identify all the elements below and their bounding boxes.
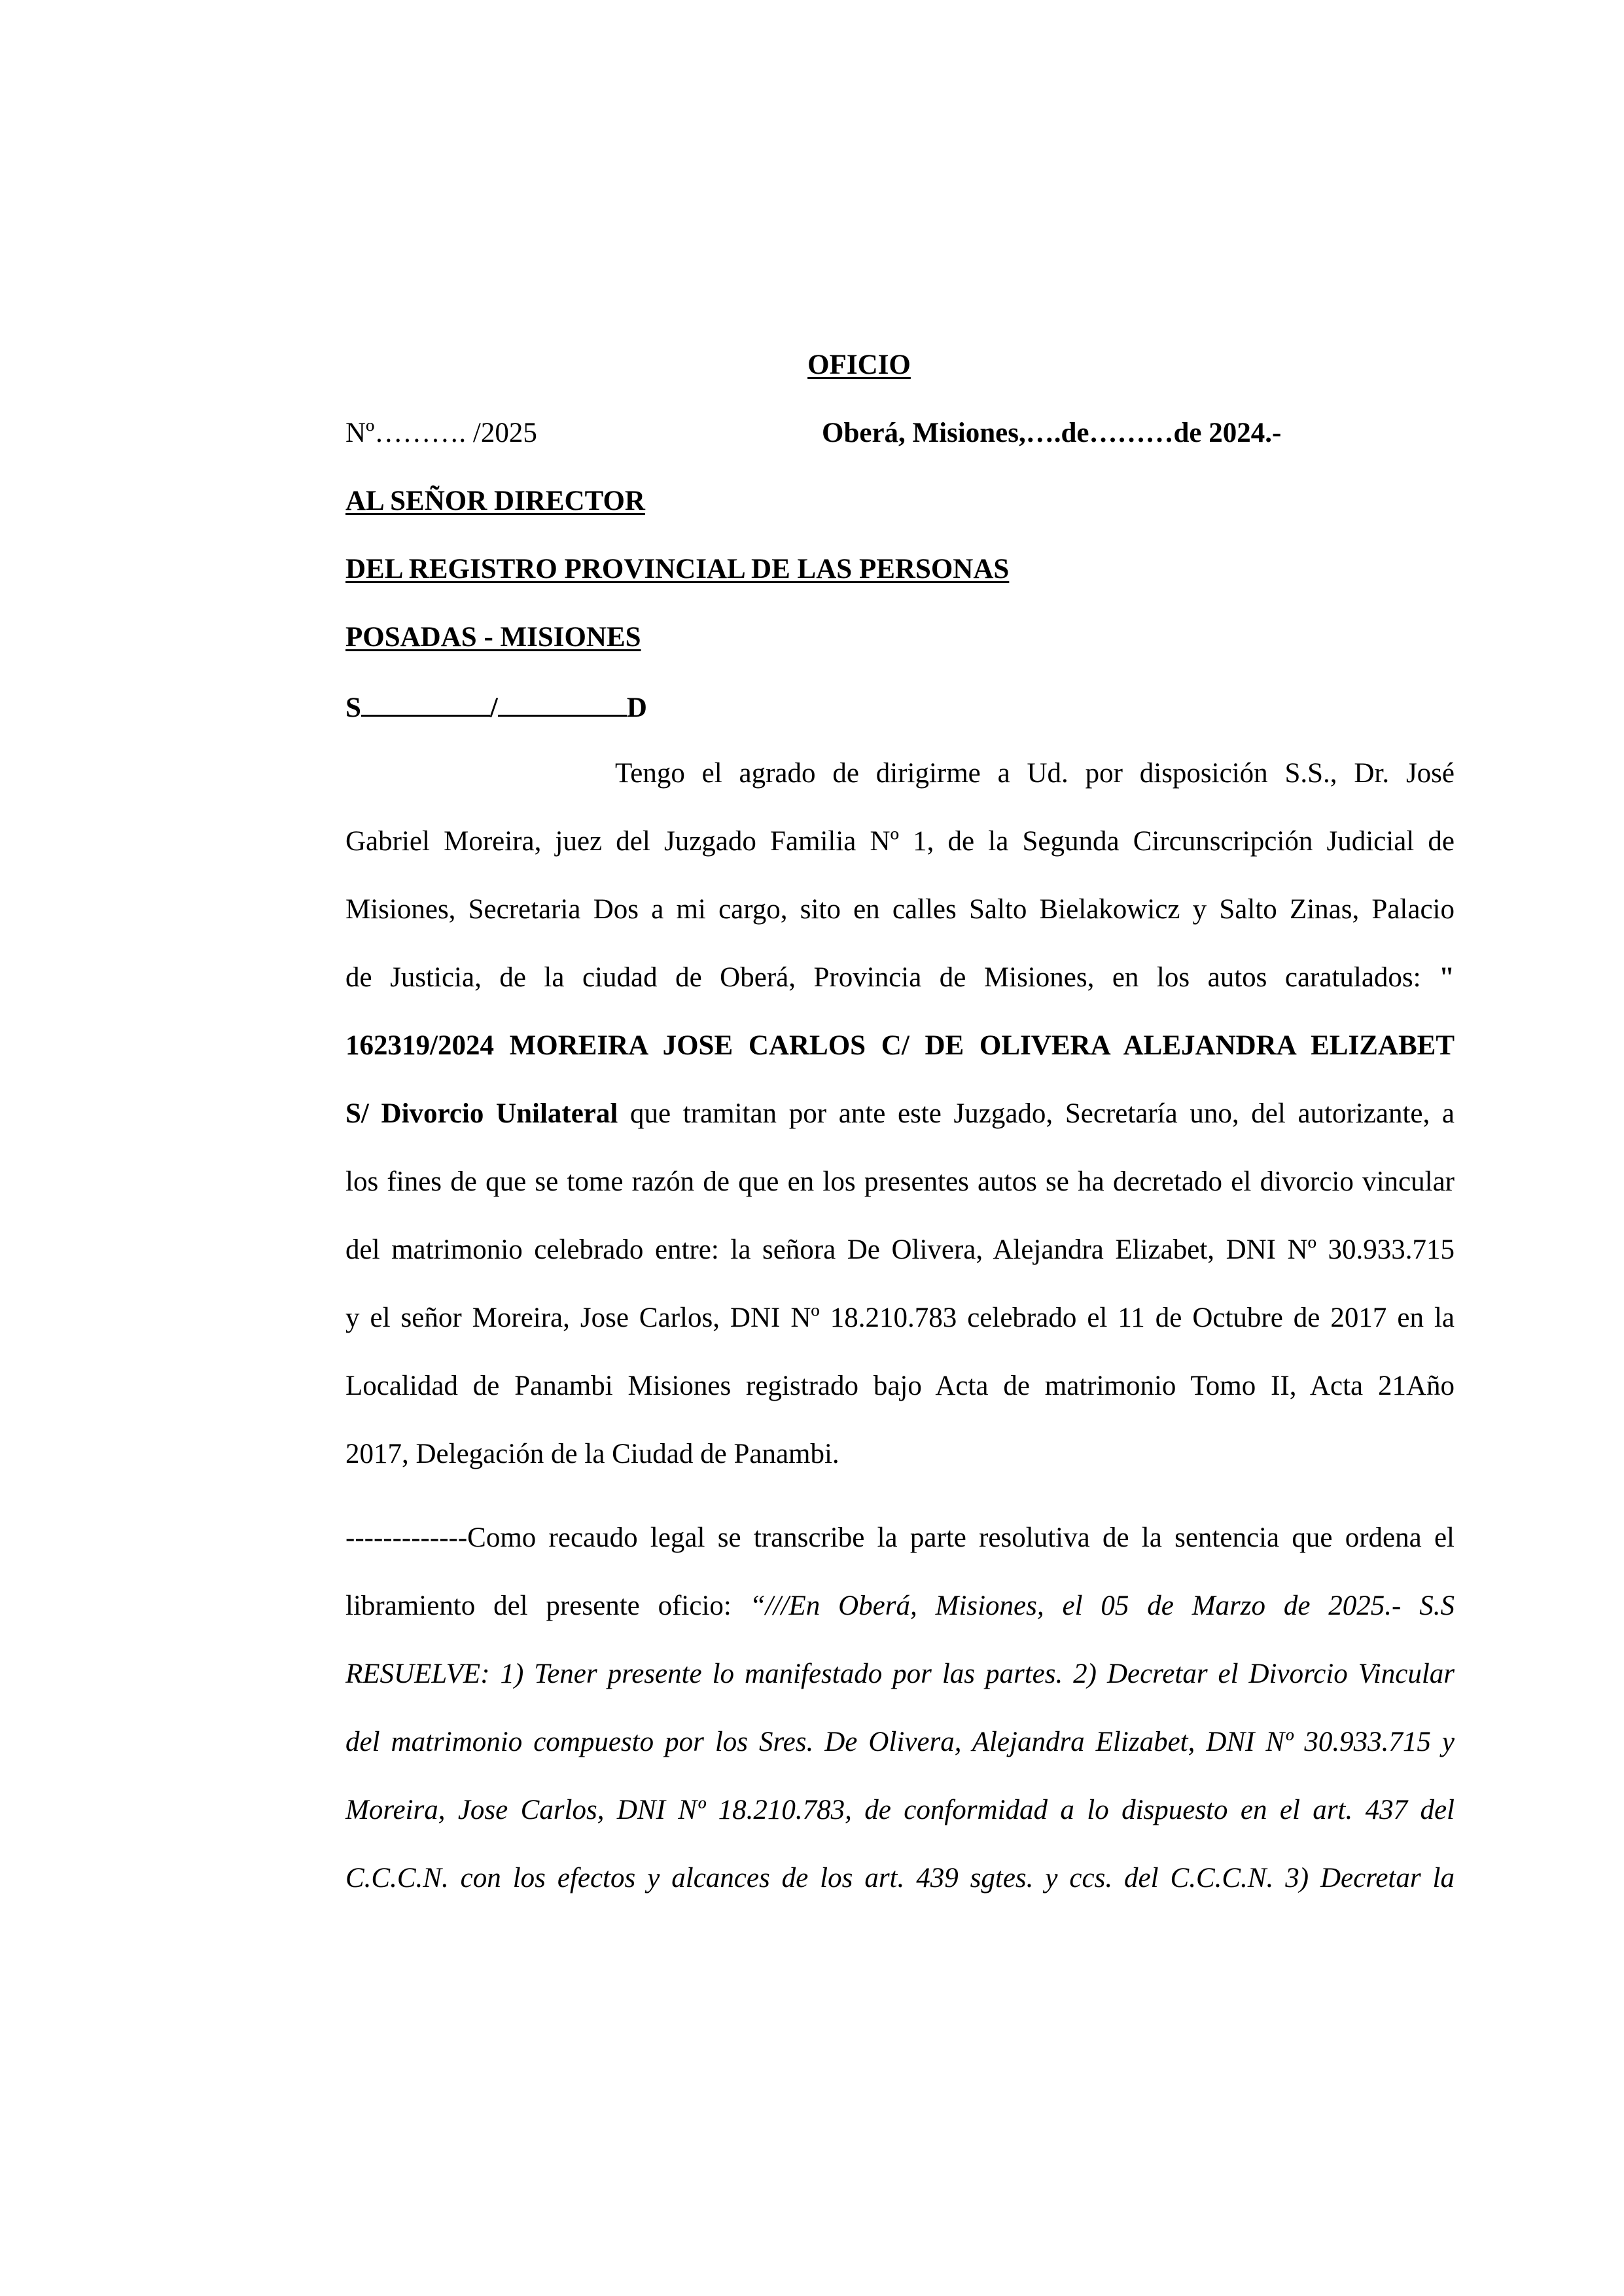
resolution-line-2-text: libramiento del presente oficio: — [345, 1590, 732, 1621]
sd-blank-1 — [361, 689, 490, 717]
resolution-line-2 — [345, 1589, 1455, 1623]
sd-blank-2 — [498, 689, 627, 717]
sd-d: D — [626, 692, 647, 723]
body-line-1: Tengo el agrado de dirigirme a Ud. por disposición S.S., Dr. José — [615, 758, 1455, 789]
case-title-line-2: S/ Divorcio Unilateral — [345, 1098, 618, 1129]
resolution-line-6: C.C.C.N. con los efectos y alcances de los art. 439 sgtes. y ccs. del C.C.C.N. 3) Decretar la — [345, 1863, 1455, 1893]
sd-s: S — [345, 692, 361, 723]
body-line-9: y el señor Moreira, Jose Carlos, DNI Nº 18.210.783 celebrado el 11 de Octubre de 2017 en la — [345, 1302, 1455, 1333]
addressee-line-2: DEL REGISTRO PROVINCIAL DE LAS PERSONAS — [345, 554, 1010, 584]
number-date-line — [345, 416, 1455, 450]
body-line-4 — [345, 961, 1455, 995]
body-line-8: del matrimonio celebrado entre: la señora De Olivera, Alejandra Elizabet, DNI Nº 30.933.715 — [345, 1234, 1455, 1265]
resolution-line-5: Moreira, Jose Carlos, DNI Nº 18.210.783, de conformidad a lo dispuesto en el art. 437 del — [345, 1795, 1455, 1825]
sd-slash: / — [489, 692, 498, 723]
addressee-line-3: POSADAS - MISIONES — [345, 622, 641, 653]
salutation-sd — [345, 689, 1455, 725]
body-line-6-text: que tramitan por ante este Juzgado, Secretaría uno, del autorizante, a — [630, 1098, 1455, 1129]
resolution-line-3: RESUELVE: 1) Tener presente lo manifestado por las partes. 2) Decretar el Divorcio Vincular — [345, 1659, 1455, 1689]
body-line-3: Misiones, Secretaria Dos a mi cargo, sito en calles Salto Bielakowicz y Salto Zinas, Palacio — [345, 894, 1455, 925]
oficio-number: Nº………. /2025 — [345, 418, 537, 448]
body-line-4-text: de Justicia, de la ciudad de Oberá, Provincia de Misiones, en los autos caratulados: — [345, 962, 1421, 993]
addressee-line-1: AL SEÑOR DIRECTOR — [345, 486, 645, 516]
place-date: Oberá, Misiones,….de………de 2024.- — [822, 418, 1282, 448]
resolution-line-1: -------------Como recaudo legal se transcribe la parte resolutiva de la sentencia que ordena el — [345, 1522, 1455, 1553]
case-title-line-1: 162319/2024 MOREIRA JOSE CARLOS C/ DE OLIVERA ALEJANDRA ELIZABET — [345, 1030, 1455, 1061]
body-line-11: 2017, Delegación de la Ciudad de Panambi. — [345, 1439, 839, 1469]
resolution-line-4: del matrimonio compuesto por los Sres. De Olivera, Alejandra Elizabet, DNI Nº 30.933.715 y — [345, 1727, 1455, 1757]
body-line-7: los fines de que se tome razón de que en los presentes autos se ha decretado el divorcio vincular — [345, 1166, 1455, 1197]
document-title: OFICIO — [807, 350, 911, 380]
body-line-2: Gabriel Moreira, juez del Juzgado Familia Nº 1, de la Segunda Circunscripción Judicial de — [345, 826, 1455, 857]
body-line-4-quote: " — [1439, 962, 1455, 993]
body-line-10: Localidad de Panambi Misiones registrado bajo Acta de matrimonio Tomo II, Acta 21Año — [345, 1371, 1455, 1401]
resolution-quote-start: “///En Oberá, Misiones, el 05 de Marzo de 2025.- S.S — [749, 1590, 1455, 1621]
body-line-6 — [345, 1097, 1455, 1131]
